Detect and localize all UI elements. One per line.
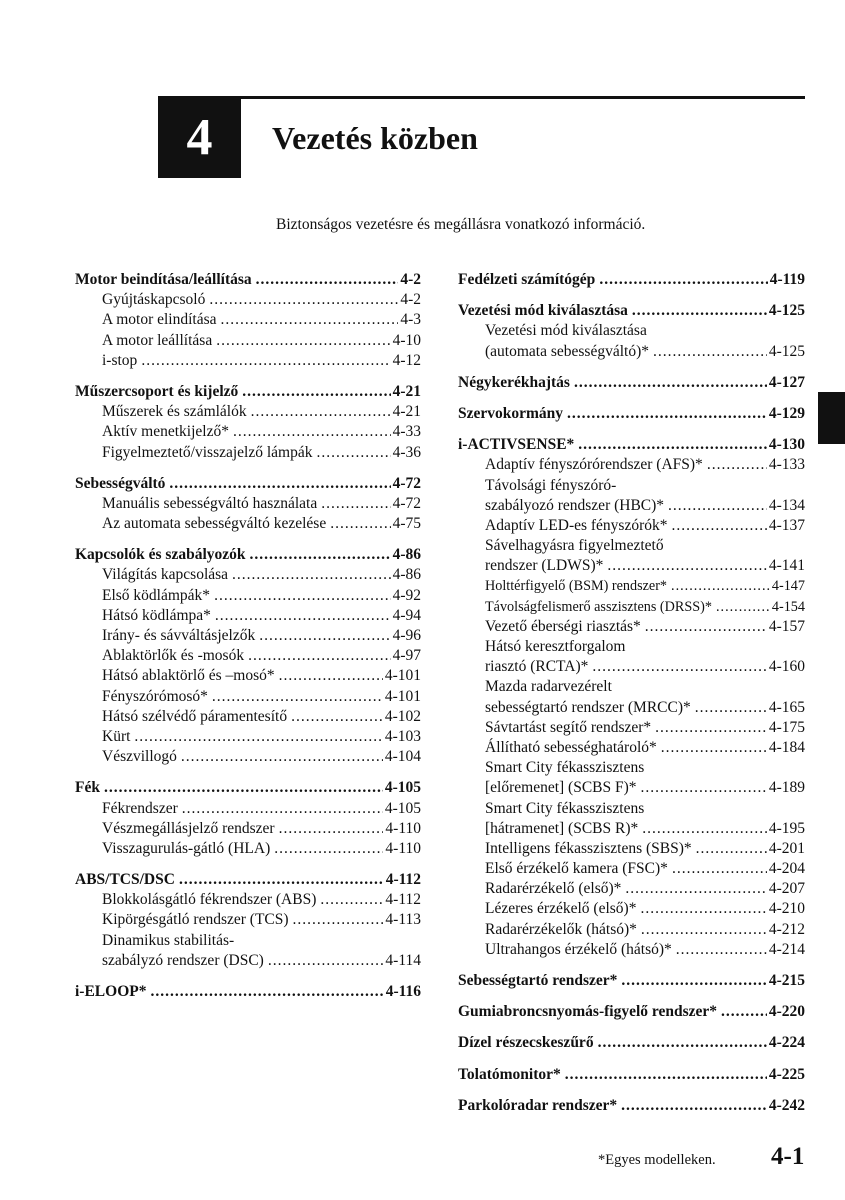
toc-page-ref: 4-105 bbox=[384, 779, 421, 797]
toc-entry-title: i-stop bbox=[102, 351, 138, 369]
toc-entry-title: Fedélzeti számítógép bbox=[458, 271, 596, 288]
toc-leader-dots bbox=[672, 516, 767, 536]
toc-subentry[interactable] bbox=[458, 617, 805, 637]
toc-section-entry[interactable] bbox=[75, 982, 421, 1002]
toc-leader-dots bbox=[640, 899, 766, 919]
toc-page-ref: 4-147 bbox=[771, 578, 805, 595]
toc-leader-dots bbox=[321, 494, 390, 514]
toc-subentry[interactable] bbox=[75, 331, 421, 351]
toc-leader-dots bbox=[598, 1033, 767, 1053]
toc-page-ref: 4-127 bbox=[768, 373, 805, 391]
toc-subentry[interactable] bbox=[458, 597, 805, 617]
toc-entry-title: Vészvillogó bbox=[102, 748, 177, 766]
toc-subentry[interactable] bbox=[458, 476, 805, 496]
toc-entry-title: Hátsó szélvédő páramentesítő bbox=[102, 707, 288, 725]
toc-page-ref: 4-214 bbox=[768, 940, 805, 958]
toc-leader-dots bbox=[279, 819, 384, 839]
toc-entry-title: Négykerékhajtás bbox=[458, 373, 570, 391]
toc-page-ref: 4-94 bbox=[392, 606, 421, 624]
toc-leader-dots bbox=[567, 404, 767, 424]
toc-subentry[interactable] bbox=[75, 310, 421, 330]
toc-section-entry[interactable] bbox=[458, 435, 805, 455]
toc-page-ref: 4-130 bbox=[768, 436, 805, 454]
toc-page-ref: 4-21 bbox=[392, 403, 421, 421]
toc-subentry[interactable] bbox=[75, 351, 421, 371]
toc-leader-dots bbox=[169, 474, 390, 494]
toc-leader-dots bbox=[696, 839, 767, 859]
toc-leader-dots bbox=[707, 455, 767, 475]
toc-leader-dots bbox=[642, 819, 767, 839]
toc-page-ref: 4-92 bbox=[392, 586, 421, 604]
chapter-number-box bbox=[158, 96, 241, 178]
toc-entry-title: szabályzó rendszer (DSC) bbox=[102, 951, 264, 969]
toc-subentry[interactable] bbox=[75, 494, 421, 514]
toc-page-ref: 4-101 bbox=[384, 687, 421, 705]
toc-entry-title: Holttérfigyelő (BSM) rendszer* bbox=[485, 578, 668, 595]
toc-leader-dots bbox=[251, 402, 391, 422]
toc-entry-title: Visszagurulás-gátló (HLA) bbox=[102, 839, 271, 857]
toc-leader-dots bbox=[291, 707, 383, 727]
toc-entry-title: Adaptív fényszórórendszer (AFS)* bbox=[485, 456, 703, 474]
toc-entry-title: Sávelhagyásra figyelmeztető bbox=[485, 537, 664, 555]
toc-leader-dots bbox=[293, 910, 384, 930]
toc-leader-dots bbox=[233, 422, 391, 442]
toc-leader-dots bbox=[268, 951, 384, 971]
page-number: 4-1 bbox=[771, 1143, 805, 1170]
toc-page-ref: 4-119 bbox=[769, 271, 805, 288]
toc-entry-title: Vezetési mód kiválasztása bbox=[485, 322, 647, 340]
toc-section-entry[interactable] bbox=[458, 971, 805, 991]
toc-leader-dots bbox=[671, 576, 770, 596]
toc-page-ref: 4-157 bbox=[768, 617, 805, 635]
toc-page-ref: 4-12 bbox=[392, 351, 421, 369]
toc-subentry[interactable] bbox=[458, 718, 805, 738]
toc-subentry[interactable] bbox=[458, 556, 805, 576]
toc-leader-dots bbox=[565, 1065, 767, 1085]
toc-entry-title: Hátsó ablaktörlő és –mosó* bbox=[102, 667, 275, 685]
toc-subentry[interactable] bbox=[75, 727, 421, 747]
toc-leader-dots bbox=[150, 982, 383, 1002]
toc-leader-dots bbox=[182, 799, 383, 819]
toc-subentry[interactable] bbox=[75, 646, 421, 666]
toc-entry-title: Szervokormány bbox=[458, 404, 564, 422]
toc-leader-dots bbox=[645, 617, 767, 637]
toc-entry-title: Gumiabroncsnyomás-figyelő rendszer* bbox=[458, 1003, 718, 1021]
toc-leader-dots bbox=[661, 738, 767, 758]
chapter-intro: Biztonságos vezetésre és megállásra vonatkozó információ. bbox=[276, 216, 646, 233]
toc-entry-title: Tolatómonitor* bbox=[458, 1065, 561, 1083]
toc-page-ref: 4-110 bbox=[385, 819, 421, 837]
toc-page-ref: 4-36 bbox=[392, 443, 421, 461]
toc-page-ref: 4-134 bbox=[768, 496, 805, 514]
toc-page-ref: 4-75 bbox=[392, 515, 421, 533]
toc-section-entry[interactable] bbox=[458, 1002, 805, 1022]
toc-entry-title: Radarérzékelő (első)* bbox=[485, 880, 622, 898]
toc-section-entry[interactable] bbox=[458, 404, 805, 424]
toc-subentry[interactable] bbox=[75, 687, 421, 707]
toc-page-ref: 4-114 bbox=[385, 951, 421, 969]
toc-subentry[interactable] bbox=[75, 586, 421, 606]
toc-leader-dots bbox=[179, 870, 384, 890]
toc-subentry[interactable] bbox=[458, 879, 805, 899]
toc-entry-title: Sebességváltó bbox=[75, 474, 166, 492]
toc-leader-dots bbox=[721, 1002, 767, 1022]
toc-page-ref: 4-3 bbox=[400, 311, 421, 329]
toc-entry-title: riasztó (RCTA)* bbox=[485, 658, 589, 676]
toc-subentry[interactable] bbox=[75, 514, 421, 534]
toc-page-ref: 4-112 bbox=[385, 871, 421, 889]
toc-leader-dots bbox=[607, 556, 766, 576]
toc-leader-dots bbox=[655, 718, 767, 738]
toc-page-ref: 4-102 bbox=[384, 707, 421, 725]
toc-entry-title: szabályozó rendszer (HBC)* bbox=[485, 496, 665, 514]
toc-entry-title: Dinamikus stabilitás- bbox=[102, 931, 235, 949]
toc-leader-dots bbox=[621, 971, 766, 991]
toc-section-entry[interactable] bbox=[458, 373, 805, 393]
toc-page-ref: 4-97 bbox=[392, 647, 421, 665]
toc-leader-dots bbox=[232, 565, 391, 585]
toc-leader-dots bbox=[250, 545, 391, 565]
toc-entry-title: Fékrendszer bbox=[102, 799, 178, 817]
toc-page-ref: 4-137 bbox=[768, 516, 805, 534]
toc-subentry[interactable] bbox=[75, 931, 421, 951]
toc-subentry[interactable] bbox=[458, 342, 805, 362]
toc-entry-title: Intelligens fékasszisztens (SBS)* bbox=[485, 839, 692, 857]
toc-leader-dots bbox=[695, 698, 767, 718]
toc-entry-title: Mazda radarvezérelt bbox=[485, 678, 612, 696]
toc-leader-dots bbox=[216, 331, 390, 351]
toc-page-ref: 4-2 bbox=[400, 271, 421, 288]
toc-page-ref: 4-242 bbox=[768, 1096, 805, 1114]
toc-entry-title: Dízel részecskeszűrő bbox=[458, 1034, 594, 1052]
toc-subentry[interactable] bbox=[458, 576, 805, 596]
toc-page-ref: 4-125 bbox=[768, 342, 805, 360]
toc-section-entry[interactable] bbox=[75, 778, 421, 798]
toc-subentry[interactable] bbox=[458, 637, 805, 657]
toc-entry-title: (automata sebességváltó)* bbox=[485, 342, 649, 360]
toc-leader-dots bbox=[330, 514, 390, 534]
toc-subentry[interactable] bbox=[458, 321, 805, 341]
toc-page-ref: 4-175 bbox=[768, 718, 805, 736]
toc-entry-title: Vészmegállásjelző rendszer bbox=[102, 819, 275, 837]
toc-entry-title: Radarérzékelők (hátsó)* bbox=[485, 920, 637, 938]
toc-section-entry[interactable] bbox=[458, 1033, 805, 1053]
toc-subentry[interactable] bbox=[458, 758, 805, 778]
toc-entry-title: Távolsági fényszóró- bbox=[485, 476, 617, 494]
toc-leader-dots bbox=[578, 435, 767, 455]
toc-section-entry[interactable] bbox=[75, 270, 421, 290]
toc-page-ref: 4-104 bbox=[384, 748, 421, 766]
toc-entry-title: Manuális sebességváltó használata bbox=[102, 494, 318, 512]
toc-subentry[interactable] bbox=[458, 455, 805, 475]
toc-entry-title: Smart City fékasszisztens bbox=[485, 759, 645, 777]
toc-page-ref: 4-215 bbox=[768, 972, 805, 989]
toc-page-ref: 4-204 bbox=[768, 860, 805, 878]
toc-section-entry[interactable] bbox=[75, 545, 421, 565]
toc-subentry[interactable] bbox=[75, 910, 421, 930]
toc-entry-title: Sávtartást segítő rendszer* bbox=[485, 718, 652, 736]
toc-subentry[interactable] bbox=[458, 536, 805, 556]
toc-page-ref: 4-141 bbox=[768, 557, 805, 575]
toc-section-entry[interactable] bbox=[75, 382, 421, 402]
toc-subentry[interactable] bbox=[75, 819, 421, 839]
toc-page-ref: 4-189 bbox=[768, 779, 805, 797]
toc-subentry[interactable] bbox=[458, 859, 805, 879]
toc-entry-title: Fényszórómosó* bbox=[102, 687, 208, 705]
toc-right-column bbox=[458, 270, 805, 1116]
toc-subentry[interactable] bbox=[75, 290, 421, 310]
toc-entry-title: Irány- és sávváltásjelzők bbox=[102, 627, 256, 644]
toc-entry-title: Motor beindítása/leállítása bbox=[75, 271, 252, 288]
toc-entry-title: Lézeres érzékelő (első)* bbox=[485, 900, 637, 918]
toc-subentry[interactable] bbox=[458, 940, 805, 960]
toc-page-ref: 4-110 bbox=[385, 839, 421, 857]
toc-subentry[interactable] bbox=[458, 819, 805, 839]
toc-section-entry[interactable] bbox=[75, 474, 421, 494]
toc-page-ref: 4-184 bbox=[768, 738, 805, 756]
toc-entry-title: sebességtartó rendszer (MRCC)* bbox=[485, 698, 691, 716]
toc-page-ref: 4-86 bbox=[392, 546, 421, 564]
toc-entry-title: Adaptív LED-es fényszórók* bbox=[485, 516, 668, 534]
toc-leader-dots bbox=[181, 747, 383, 767]
toc-subentry[interactable] bbox=[458, 799, 805, 819]
toc-section-entry[interactable] bbox=[458, 301, 805, 321]
toc-page-ref: 4-224 bbox=[768, 1034, 805, 1052]
toc-entry-title: Gyújtáskapcsoló bbox=[102, 291, 206, 309]
toc-page-ref: 4-212 bbox=[768, 920, 805, 938]
toc-subentry[interactable] bbox=[458, 698, 805, 718]
toc-entry-title: rendszer (LDWS)* bbox=[485, 557, 604, 575]
toc-section-entry[interactable] bbox=[458, 1096, 805, 1116]
toc-entry-title: Világítás kapcsolása bbox=[102, 566, 229, 584]
chapter-number: 4 bbox=[186, 108, 213, 166]
toc-entry-title: A motor leállítása bbox=[102, 331, 213, 349]
toc-leader-dots bbox=[259, 626, 390, 646]
toc-page-ref: 4-220 bbox=[768, 1003, 805, 1021]
toc-entry-title: Vezető éberségi riasztás* bbox=[485, 617, 641, 635]
toc-leader-dots bbox=[641, 778, 767, 798]
toc-entry-title: Parkolóradar rendszer* bbox=[458, 1096, 618, 1114]
toc-entry-title: A motor elindítása bbox=[102, 311, 217, 329]
toc-entry-title: i-ELOOP* bbox=[75, 983, 147, 1000]
toc-leader-dots bbox=[104, 778, 383, 798]
toc-leader-dots bbox=[676, 940, 767, 960]
toc-leader-dots bbox=[716, 597, 770, 617]
toc-leader-dots bbox=[599, 270, 767, 290]
toc-subentry[interactable] bbox=[458, 738, 805, 758]
toc-leader-dots bbox=[279, 666, 383, 686]
toc-subentry[interactable] bbox=[75, 626, 421, 646]
toc-leader-dots bbox=[641, 920, 767, 940]
toc-entry-title: Ablaktörlők és -mosók bbox=[102, 647, 245, 665]
toc-entry-title: Vezetési mód kiválasztása bbox=[458, 302, 628, 320]
toc-subentry[interactable] bbox=[75, 443, 421, 463]
toc-leader-dots bbox=[316, 443, 390, 463]
toc-entry-title: Távolságfelismerő asszisztens (DRSS)* bbox=[485, 598, 712, 615]
toc-page-ref: 4-86 bbox=[392, 566, 421, 584]
toc-page-ref: 4-210 bbox=[768, 900, 805, 918]
toc-entry-title: ABS/TCS/DSC bbox=[75, 871, 175, 889]
toc-left-column bbox=[75, 270, 421, 1002]
toc-subentry[interactable] bbox=[458, 778, 805, 798]
toc-page-ref: 4-72 bbox=[392, 474, 421, 492]
chapter-title: Vezetés közben bbox=[272, 120, 478, 156]
toc-page-ref: 4-225 bbox=[768, 1065, 805, 1083]
toc-page-ref: 4-129 bbox=[768, 404, 805, 422]
toc-page-ref: 4-101 bbox=[384, 667, 421, 685]
toc-leader-dots bbox=[212, 687, 383, 707]
toc-subentry[interactable] bbox=[458, 920, 805, 940]
toc-subentry[interactable] bbox=[75, 799, 421, 819]
toc-entry-title: Aktív menetkijelző* bbox=[102, 423, 229, 441]
toc-page-ref: 4-103 bbox=[384, 727, 421, 745]
toc-entry-title: Az automata sebességváltó kezelése bbox=[102, 515, 327, 533]
toc-page-ref: 4-165 bbox=[768, 698, 805, 716]
toc-page-ref: 4-116 bbox=[385, 983, 421, 1000]
toc-leader-dots bbox=[214, 586, 391, 606]
toc-subentry[interactable] bbox=[75, 890, 421, 910]
toc-leader-dots bbox=[653, 342, 767, 362]
toc-leader-dots bbox=[141, 351, 390, 371]
toc-page-ref: 4-207 bbox=[768, 880, 805, 898]
toc-leader-dots bbox=[592, 657, 766, 677]
toc-entry-title: i-ACTIVSENSE* bbox=[458, 436, 575, 454]
toc-entry-title: Hátsó ködlámpa* bbox=[102, 606, 211, 624]
toc-page-ref: 4-2 bbox=[400, 291, 421, 309]
toc-entry-title: Kapcsolók és szabályozók bbox=[75, 546, 246, 564]
toc-leader-dots bbox=[668, 496, 767, 516]
toc-leader-dots bbox=[221, 310, 399, 330]
toc-entry-title: [hátramenet] (SCBS R)* bbox=[485, 819, 639, 837]
toc-page-ref: 4-96 bbox=[392, 627, 421, 644]
toc-leader-dots bbox=[248, 646, 391, 666]
toc-subentry[interactable] bbox=[75, 666, 421, 686]
toc-page-ref: 4-133 bbox=[768, 456, 805, 474]
toc-leader-dots bbox=[320, 890, 383, 910]
toc-entry-title: Hátsó keresztforgalom bbox=[485, 638, 626, 655]
toc-leader-dots bbox=[242, 382, 390, 402]
toc-entry-title: Első érzékelő kamera (FSC)* bbox=[485, 860, 668, 878]
toc-subentry[interactable] bbox=[75, 422, 421, 442]
toc-subentry[interactable] bbox=[75, 951, 421, 971]
footnote: *Egyes modelleken. bbox=[598, 1152, 716, 1168]
toc-leader-dots bbox=[215, 606, 391, 626]
toc-page-ref: 4-21 bbox=[392, 382, 421, 400]
toc-leader-dots bbox=[574, 373, 767, 393]
toc-section-entry[interactable] bbox=[458, 270, 805, 290]
toc-leader-dots bbox=[672, 859, 767, 879]
toc-subentry[interactable] bbox=[75, 565, 421, 585]
toc-entry-title: Műszerek és számlálók bbox=[102, 403, 247, 421]
toc-page-ref: 4-10 bbox=[392, 331, 421, 349]
toc-leader-dots bbox=[134, 727, 382, 747]
toc-page-ref: 4-154 bbox=[771, 598, 805, 615]
toc-entry-title: Fék bbox=[75, 779, 100, 797]
toc-page-ref: 4-160 bbox=[768, 658, 805, 676]
toc-subentry[interactable] bbox=[458, 677, 805, 697]
toc-entry-title: Figyelmeztető/visszajelző lámpák bbox=[102, 443, 313, 461]
toc-leader-dots bbox=[256, 270, 399, 290]
toc-subentry[interactable] bbox=[75, 606, 421, 626]
toc-page-ref: 4-33 bbox=[392, 423, 421, 441]
toc-entry-title: Sebességtartó rendszer* bbox=[458, 972, 618, 989]
chapter-side-tab bbox=[818, 392, 845, 444]
toc-page-ref: 4-201 bbox=[768, 839, 805, 857]
toc-page-ref: 4-125 bbox=[768, 302, 805, 320]
toc-subentry[interactable] bbox=[458, 516, 805, 536]
toc-section-entry[interactable] bbox=[75, 870, 421, 890]
toc-entry-title: Kürt bbox=[102, 727, 131, 745]
toc-entry-title: Műszercsoport és kijelző bbox=[75, 382, 239, 400]
toc-leader-dots bbox=[632, 301, 767, 321]
toc-subentry[interactable] bbox=[75, 747, 421, 767]
toc-page-ref: 4-113 bbox=[385, 911, 421, 929]
top-rule bbox=[158, 96, 805, 99]
toc-entry-title: Első ködlámpák* bbox=[102, 586, 211, 604]
toc-page-ref: 4-195 bbox=[768, 819, 805, 837]
toc-section-entry[interactable] bbox=[458, 1065, 805, 1085]
toc-subentry[interactable] bbox=[458, 496, 805, 516]
toc-entry-title: Blokkolásgátló fékrendszer (ABS) bbox=[102, 891, 317, 909]
toc-page-ref: 4-112 bbox=[385, 891, 421, 909]
toc-entry-title: [előremenet] (SCBS F)* bbox=[485, 779, 637, 797]
toc-page-ref: 4-72 bbox=[392, 494, 421, 512]
toc-page-ref: 4-105 bbox=[384, 799, 421, 817]
toc-subentry[interactable] bbox=[75, 402, 421, 422]
toc-leader-dots bbox=[625, 879, 766, 899]
toc-leader-dots bbox=[274, 839, 383, 859]
toc-entry-title: Kipörgésgátló rendszer (TCS) bbox=[102, 911, 289, 929]
toc-leader-dots bbox=[209, 290, 398, 310]
toc-entry-title: Ultrahangos érzékelő (hátsó)* bbox=[485, 940, 672, 958]
toc-entry-title: Állítható sebességhatároló* bbox=[485, 738, 657, 756]
toc-leader-dots bbox=[621, 1096, 767, 1116]
toc-entry-title: Smart City fékasszisztens bbox=[485, 799, 645, 817]
toc-subentry[interactable] bbox=[458, 839, 805, 859]
toc-subentry[interactable] bbox=[75, 707, 421, 727]
toc-subentry[interactable] bbox=[458, 657, 805, 677]
toc-subentry[interactable] bbox=[75, 839, 421, 859]
toc-subentry[interactable] bbox=[458, 899, 805, 919]
